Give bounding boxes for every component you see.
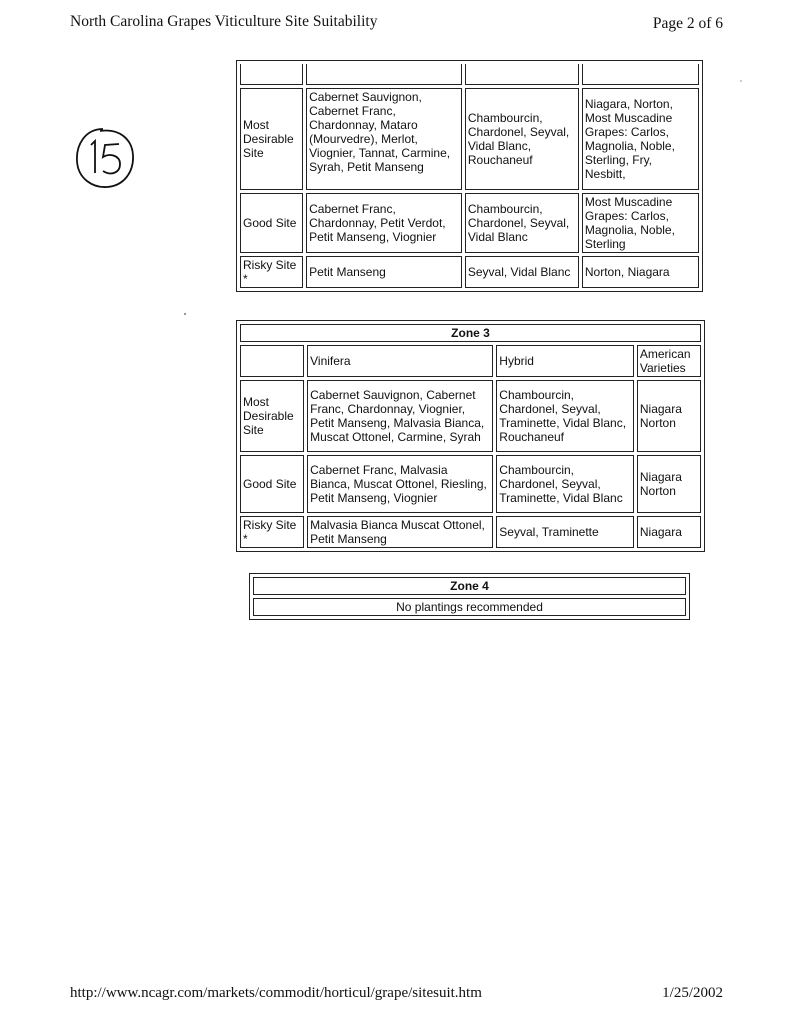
table-row	[240, 455, 701, 513]
hybrid-cell: Chambourcin, Chardonel, Seyval, Vidal Blanc, Rouchaneuf	[465, 88, 579, 190]
table-row	[240, 64, 699, 85]
vinifera-cell: Cabernet Franc, Chardonnay, Petit Verdot, Petit Manseng, Viognier	[306, 193, 462, 253]
hybrid-cell: Chambourcin, Chardonel, Seyval, Vidal Blanc	[465, 193, 579, 253]
table-row	[240, 88, 699, 190]
table-row	[240, 193, 699, 253]
table-row	[253, 598, 686, 616]
column-header-hybrid: Hybrid	[496, 345, 634, 377]
hybrid-cell: Seyval, Traminette	[496, 516, 634, 548]
vinifera-cell: Petit Manseng	[306, 256, 462, 288]
print-date: 1/25/2002	[662, 985, 723, 1001]
american-cell: Niagara	[637, 516, 701, 548]
site-label: Good Site	[240, 193, 303, 253]
hybrid-cell: Seyval, Vidal Blanc	[465, 256, 579, 288]
american-cell: Niagara Norton	[637, 380, 701, 452]
table-header-row	[240, 345, 701, 377]
table-row	[240, 256, 699, 288]
vinifera-cell: Cabernet Sauvignon, Cabernet Franc, Chardonnay, Viognier, Petit Manseng, Malvasia Bianca, Muscat Ottonel, Carmine, Syrah	[307, 380, 493, 452]
document-title: North Carolina Grapes Viticulture Site Suitability	[70, 13, 378, 30]
site-label: Most Desirable Site	[240, 380, 304, 452]
site-label: Most Desirable Site	[240, 88, 303, 190]
vinifera-cell: Malvasia Bianca Muscat Ottonel, Petit Manseng	[307, 516, 493, 548]
zone4-table	[249, 573, 690, 620]
vinifera-cell: Cabernet Sauvignon, Cabernet Franc, Chardonnay, Mataro (Mourvedre), Merlot, Viognier, Tannat, Carmine, Syrah, Petit Manseng	[306, 88, 462, 190]
site-label: Risky Site *	[240, 516, 304, 548]
hybrid-cell: Chambourcin, Chardonel, Seyval, Traminette, Vidal Blanc, Rouchaneuf	[496, 380, 634, 452]
site-label: Risky Site *	[240, 256, 303, 288]
table-row	[253, 577, 686, 595]
site-label: Good Site	[240, 455, 304, 513]
table-row	[240, 324, 701, 342]
table-row	[240, 516, 701, 548]
zone2-table-continued	[236, 60, 703, 292]
zone-note: No plantings recommended	[253, 598, 686, 616]
page-number: Page 2 of 6	[652, 15, 723, 32]
american-cell: Niagara, Norton, Most Muscadine Grapes: Carlos, Magnolia, Noble, Sterling, Fry, Nesbitt,	[582, 88, 699, 190]
speck	[184, 313, 186, 315]
zone-title: Zone 4	[253, 577, 686, 595]
column-header-site	[240, 345, 304, 377]
vinifera-cell: Cabernet Franc, Malvasia Bianca, Muscat Ottonel, Riesling, Petit Manseng, Viognier	[307, 455, 493, 513]
column-header-vinifera: Vinifera	[307, 345, 493, 377]
handwritten-page-mark	[73, 125, 137, 191]
american-cell: Most Muscadine Grapes: Carlos, Magnolia, Noble, Sterling	[582, 193, 699, 253]
zone3-table	[236, 320, 705, 552]
table-cell	[465, 64, 579, 85]
american-cell: Niagara Norton	[637, 455, 701, 513]
table-cell	[306, 64, 462, 85]
table-row	[240, 380, 701, 452]
speck	[740, 80, 742, 82]
zone-title: Zone 3	[240, 324, 701, 342]
american-cell: Norton, Niagara	[582, 256, 699, 288]
source-url: http://www.ncagr.com/markets/commodit/horticul/grape/sitesuit.htm	[70, 985, 482, 1001]
column-header-american: American Varieties	[637, 345, 701, 377]
table-cell	[240, 64, 303, 85]
table-cell	[582, 64, 699, 85]
hybrid-cell: Chambourcin, Chardonel, Seyval, Traminette, Vidal Blanc	[496, 455, 634, 513]
